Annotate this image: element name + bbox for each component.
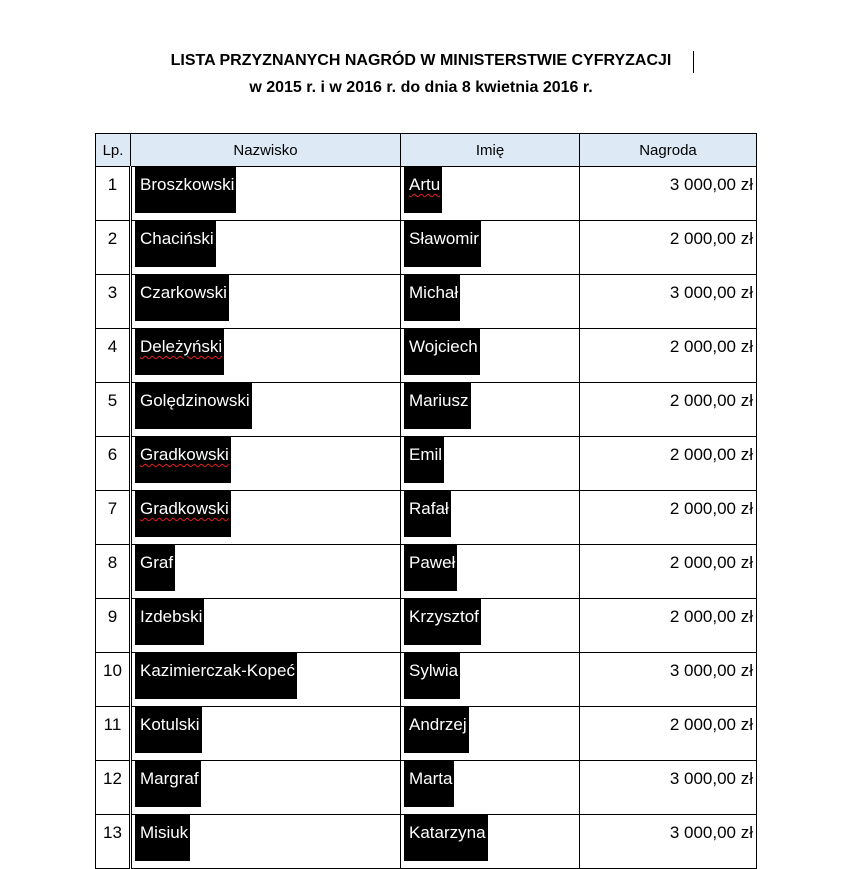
row-imie-cell — [401, 815, 580, 869]
table-row — [96, 437, 757, 491]
row-nazwisko-cell — [131, 491, 401, 545]
row-nazwisko-cell — [131, 761, 401, 815]
row-nazwisko: Margraf — [135, 761, 201, 807]
row-imie: Emil — [404, 437, 444, 483]
header-nazwisko: Nazwisko — [131, 134, 401, 167]
row-lp: 11 — [96, 707, 131, 761]
table-row — [96, 383, 757, 437]
row-imie-cell — [401, 707, 580, 761]
row-imie-cell — [401, 545, 580, 599]
row-imie-cell — [401, 329, 580, 383]
table-row — [96, 545, 757, 599]
table-row — [96, 329, 757, 383]
row-lp: 5 — [96, 383, 131, 437]
row-nazwisko-cell — [131, 167, 401, 221]
row-lp: 2 — [96, 221, 131, 275]
row-imie-cell — [401, 167, 580, 221]
row-imie: Andrzej — [404, 707, 469, 753]
header-nagroda: Nagroda — [580, 134, 757, 167]
row-nazwisko-cell — [131, 221, 401, 275]
row-imie-cell — [401, 653, 580, 707]
table-row — [96, 599, 757, 653]
row-imie: Artu — [404, 167, 442, 213]
row-nagroda: 3 000,00 zł — [580, 653, 757, 707]
row-imie: Rafał — [404, 491, 451, 537]
table-row — [96, 221, 757, 275]
row-nazwisko: Izdebski — [135, 599, 204, 645]
row-nazwisko-cell — [131, 329, 401, 383]
row-nazwisko-cell — [131, 599, 401, 653]
row-lp: 6 — [96, 437, 131, 491]
row-nagroda: 3 000,00 zł — [580, 275, 757, 329]
row-nagroda: 2 000,00 zł — [580, 545, 757, 599]
table-header-row — [96, 134, 757, 167]
row-imie: Michał — [404, 275, 460, 321]
row-lp: 10 — [96, 653, 131, 707]
table-row — [96, 707, 757, 761]
row-nazwisko: Kazimierczak-Kopeć — [135, 653, 297, 699]
row-imie: Marta — [404, 761, 454, 807]
row-imie-cell — [401, 383, 580, 437]
row-nagroda: 3 000,00 zł — [580, 815, 757, 869]
row-nagroda: 2 000,00 zł — [580, 599, 757, 653]
row-nazwisko-cell — [131, 545, 401, 599]
row-lp: 4 — [96, 329, 131, 383]
row-imie-cell — [401, 221, 580, 275]
row-nazwisko-cell — [131, 437, 401, 491]
row-nazwisko-cell — [131, 383, 401, 437]
row-imie: Sylwia — [404, 653, 460, 699]
row-nagroda: 2 000,00 zł — [580, 437, 757, 491]
row-nagroda: 3 000,00 zł — [580, 761, 757, 815]
row-lp: 12 — [96, 761, 131, 815]
row-nagroda: 2 000,00 zł — [580, 491, 757, 545]
row-nazwisko: Czarkowski — [135, 275, 229, 321]
row-nazwisko-cell — [131, 815, 401, 869]
table-row — [96, 167, 757, 221]
header-lp: Lp. — [96, 134, 131, 167]
row-imie-cell — [401, 491, 580, 545]
row-nazwisko: Misiuk — [135, 815, 190, 861]
row-nazwisko: Broszkowski — [135, 167, 236, 213]
row-imie: Katarzyna — [404, 815, 488, 861]
table-row — [96, 275, 757, 329]
row-lp: 7 — [96, 491, 131, 545]
row-imie: Krzysztof — [404, 599, 481, 645]
row-nagroda: 2 000,00 zł — [580, 221, 757, 275]
row-nazwisko: Golędzinowski — [135, 383, 252, 429]
row-nazwisko: Gradkowski — [135, 491, 231, 537]
row-nagroda: 2 000,00 zł — [580, 383, 757, 437]
row-lp: 8 — [96, 545, 131, 599]
table-row — [96, 491, 757, 545]
row-nazwisko-cell — [131, 275, 401, 329]
row-imie: Wojciech — [404, 329, 480, 375]
awards-table — [95, 133, 757, 869]
row-nazwisko-cell — [131, 707, 401, 761]
row-nagroda: 2 000,00 zł — [580, 329, 757, 383]
row-imie-cell — [401, 437, 580, 491]
row-nazwisko: Kotulski — [135, 707, 202, 753]
row-nazwisko: Graf — [135, 545, 175, 591]
row-nazwisko: Deleżyński — [135, 329, 224, 375]
document-subtitle: w 2015 r. i w 2016 r. do dnia 8 kwietnia 2016 r. — [249, 79, 593, 96]
row-nazwisko-cell — [131, 653, 401, 707]
table-row — [96, 815, 757, 869]
row-imie-cell — [401, 275, 580, 329]
row-lp: 1 — [96, 167, 131, 221]
row-imie-cell — [401, 599, 580, 653]
row-imie: Paweł — [404, 545, 457, 591]
row-nazwisko: Gradkowski — [135, 437, 231, 483]
row-lp: 13 — [96, 815, 131, 869]
text-cursor — [693, 51, 694, 73]
table-row — [96, 653, 757, 707]
row-lp: 9 — [96, 599, 131, 653]
document-title: LISTA PRZYZNANYCH NAGRÓD W MINISTERSTWIE CYFRYZACJI — [170, 52, 672, 69]
row-nagroda: 3 000,00 zł — [580, 167, 757, 221]
row-nagroda: 2 000,00 zł — [580, 707, 757, 761]
table-row — [96, 761, 757, 815]
header-imie: Imię — [401, 134, 580, 167]
row-imie: Mariusz — [404, 383, 471, 429]
row-nazwisko: Chaciński — [135, 221, 216, 267]
row-imie: Sławomir — [404, 221, 481, 267]
row-imie-cell — [401, 761, 580, 815]
row-lp: 3 — [96, 275, 131, 329]
